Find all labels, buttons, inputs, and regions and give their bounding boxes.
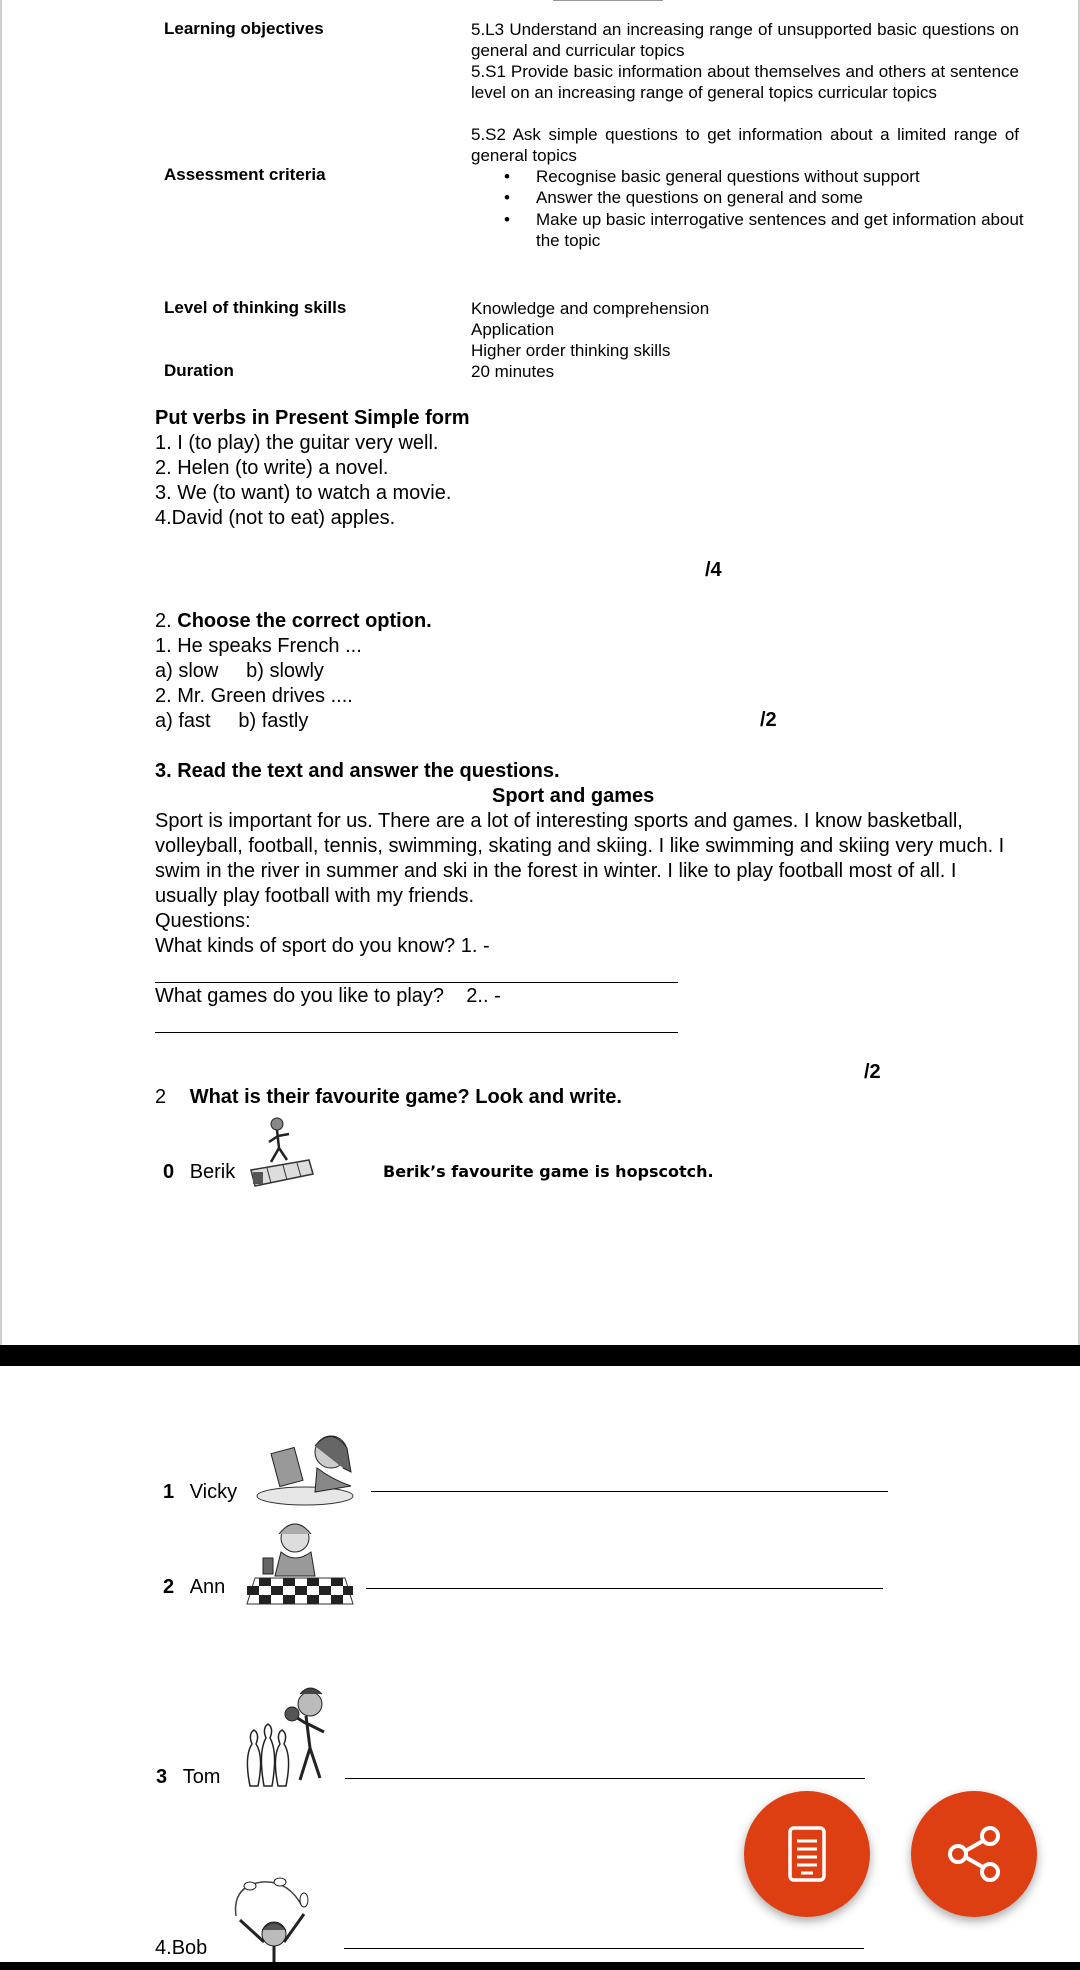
hopscotch-picture (247, 1112, 317, 1192)
task2-line: 2. Mr. Green drives .... (155, 685, 353, 707)
duration-label: Duration (164, 361, 234, 380)
answer-line-bob (344, 1948, 864, 1949)
task2-line: a) slow b) slowly (155, 660, 324, 682)
objective-s1: 5.S1 Provide basic information about themselves and others at sentence level on an increasing range of general topics curricular topics (471, 62, 1019, 102)
share-button[interactable] (911, 1791, 1037, 1917)
task3-score: /2 (864, 1061, 881, 1083)
learning-objectives-label: Learning objectives (164, 19, 324, 38)
document-button[interactable] (744, 1791, 870, 1917)
thinking-skills-label: Level of thinking skills (164, 298, 347, 317)
item-name: Tom (182, 1766, 221, 1788)
bob-juggling-picture (222, 1876, 322, 1962)
example-row (163, 1160, 235, 1185)
reading-text: Sport is important for us. There are a lot of interesting sports and games. I know basketball, volleyball, football, tennis, swimming, skating and skiing. I like swimming and skiing very much. I swim in the river in summer and ski in the forest in winter. I like to play football most of all. I usually play football with my friends. (155, 810, 1005, 907)
task1-item: 2. Helen (to write) a novel. (155, 457, 389, 479)
ann-chess-picture (245, 1516, 355, 1606)
page-separator (0, 1345, 1080, 1366)
task2-title: Choose the correct option. (177, 610, 432, 632)
list-item (163, 1575, 225, 1600)
item-name: Ann (189, 1576, 226, 1598)
question-1: What kinds of sport do you know? 1. - (155, 935, 490, 957)
task3-title: 3. Read the text and answer the questions. (155, 760, 560, 782)
task2-line: 1. He speaks French ... (155, 635, 362, 657)
task1-item: 4.David (not to eat) apples. (155, 507, 396, 529)
questions-label: Questions: (155, 910, 251, 932)
answer-line-ann (366, 1588, 883, 1589)
answer-line-tom (345, 1778, 865, 1779)
task2-score: /2 (760, 709, 777, 731)
item-number: 1 (163, 1481, 175, 1503)
item-number: 2 (163, 1576, 175, 1598)
answer-line-vicky (371, 1491, 888, 1492)
task1-item: 1. I (to play) the guitar very well. (155, 432, 439, 454)
top-rule (553, 0, 663, 1)
task4-title: What is their favourite game? Look and write. (189, 1086, 622, 1108)
share-icon (944, 1824, 1004, 1884)
text-title: Sport and games (492, 785, 655, 807)
page-left-edge (0, 0, 2, 1345)
duration-value: 20 minutes (471, 362, 555, 381)
task1-title: Put verbs in Present Simple form (155, 407, 470, 429)
list-item (163, 1480, 237, 1505)
worksheet-page: Learning objectives 5.L3 Understand an increasing range of unsupported basic questions on general and curricular topics 5.S1 Provide basic information about themselves and others at sentence level on an increasing range of general topics curricular topics 5.S2 Ask simple questions to get information about a limited range of general topics Assessment criteria • Recognise basic general questions without support • Answer the questions on general and some • Make up basic interrogative sentences and get information about the topic Level of thinking skills Knowledge and comprehension Application Higher order thinking skills Duration 20 minutes Put verbs in Present Simple form 1. I (to play) the guitar very well. 2. Helen (to write) a novel. 3. We (to want) to watch a movie. 4.David (not to eat) apples. /4 2. Choose the correct option. 1. He speaks French ... a) slow b) slowly 2. Mr. Green drives .... a) fast b) fastly /2 3. Read the text and answer the questions. Sport and games Sport is important for us. There are a lot of interesting sports and games. I know basketball, volleyball, football, tennis, swimming, skating and skiing. I like swimming and skiing very much. I swim in the river in summer and ski in the forest in winter. I like to play football most of all. I usually play football with my friends. Questions: What kinds of sport do you know? 1. - What games do you like to play? 2.. - /2 2 What is their favourite game? Look and write. 0 Berik Berik’s favourite game is hopscotch. 1 Vicky 2 Ann 3 Tom 4.Bob (0, 0, 1080, 1970)
answer-line-1 (155, 982, 678, 983)
task2-heading (155, 609, 432, 634)
list-item (155, 1936, 207, 1961)
task4-number: 2 (155, 1086, 167, 1108)
objective-l3: 5.L3 Understand an increasing range of unsupported basic questions on general and curricular topics (471, 20, 1019, 60)
task1-score: /4 (705, 559, 722, 581)
document-icon (785, 1825, 829, 1883)
thinking-skill: Knowledge and comprehension (471, 299, 710, 318)
task2-number: 2. (155, 610, 172, 632)
task4-heading (155, 1085, 622, 1110)
thinking-skill: Higher order thinking skills (471, 341, 671, 360)
objective-s2: 5.S2 Ask simple questions to get information about a limited range of general topics (471, 125, 1019, 165)
item-number: 3 (156, 1766, 168, 1788)
task1-item: 3. We (to want) to watch a movie. (155, 482, 452, 504)
tom-bowling-picture (240, 1686, 335, 1791)
question-2: What games do you like to play? 2.. - (155, 985, 501, 1007)
answer-line-2 (155, 1032, 678, 1033)
bottom-edge (0, 1962, 1080, 1970)
list-item (156, 1765, 220, 1790)
vicky-picture (255, 1428, 360, 1510)
example-name: Berik (189, 1161, 236, 1183)
example-answer: Berik’s favourite game is hopscotch. (383, 1162, 714, 1181)
thinking-skill: Application (471, 320, 555, 339)
item-name: Bob (171, 1937, 208, 1959)
task2-line: a) fast b) fastly (155, 710, 309, 732)
assessment-criteria-label: Assessment criteria (164, 165, 326, 184)
example-number: 0 (163, 1161, 175, 1183)
item-number: 4. (155, 1937, 172, 1959)
item-name: Vicky (189, 1481, 238, 1503)
